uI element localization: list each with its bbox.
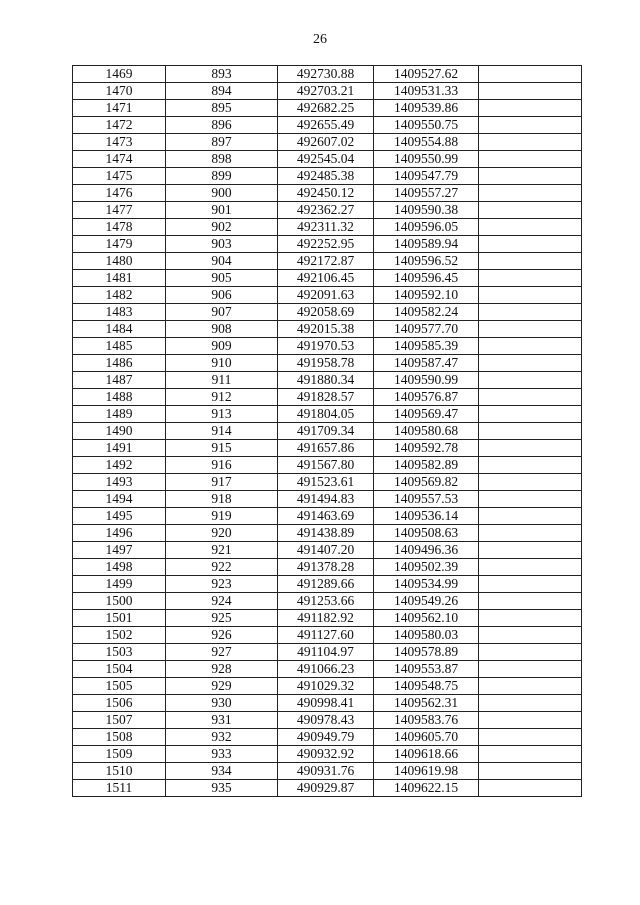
x-coordinate-cell: 492106.45 xyxy=(278,270,374,287)
x-coordinate-cell: 492311.32 xyxy=(278,219,374,236)
point-number-cell: 1497 xyxy=(73,542,166,559)
point-number-cell: 1476 xyxy=(73,185,166,202)
y-coordinate-cell: 1409562.10 xyxy=(374,610,479,627)
vertex-number-cell: 925 xyxy=(166,610,278,627)
point-number-cell: 1494 xyxy=(73,491,166,508)
vertex-number-cell: 918 xyxy=(166,491,278,508)
vertex-number-cell: 907 xyxy=(166,304,278,321)
x-coordinate-cell: 492607.02 xyxy=(278,134,374,151)
table-row xyxy=(73,627,582,644)
y-coordinate-cell: 1409536.14 xyxy=(374,508,479,525)
x-coordinate-cell: 492252.95 xyxy=(278,236,374,253)
point-number-cell: 1511 xyxy=(73,780,166,797)
x-coordinate-cell: 491253.66 xyxy=(278,593,374,610)
x-coordinate-cell: 492172.87 xyxy=(278,253,374,270)
note-cell xyxy=(479,661,582,678)
point-number-cell: 1510 xyxy=(73,763,166,780)
point-number-cell: 1498 xyxy=(73,559,166,576)
y-coordinate-cell: 1409585.39 xyxy=(374,338,479,355)
y-coordinate-cell: 1409502.39 xyxy=(374,559,479,576)
note-cell xyxy=(479,151,582,168)
point-number-cell: 1488 xyxy=(73,389,166,406)
x-coordinate-cell: 491182.92 xyxy=(278,610,374,627)
y-coordinate-cell: 1409596.45 xyxy=(374,270,479,287)
table-row xyxy=(73,780,582,797)
vertex-number-cell: 932 xyxy=(166,729,278,746)
note-cell xyxy=(479,457,582,474)
coordinates-table-body xyxy=(73,66,582,797)
table-row xyxy=(73,304,582,321)
point-number-cell: 1507 xyxy=(73,712,166,729)
vertex-number-cell: 916 xyxy=(166,457,278,474)
y-coordinate-cell: 1409596.52 xyxy=(374,253,479,270)
note-cell xyxy=(479,508,582,525)
vertex-number-cell: 915 xyxy=(166,440,278,457)
vertex-number-cell: 924 xyxy=(166,593,278,610)
y-coordinate-cell: 1409557.27 xyxy=(374,185,479,202)
x-coordinate-cell: 491804.05 xyxy=(278,406,374,423)
table-row xyxy=(73,593,582,610)
vertex-number-cell: 894 xyxy=(166,83,278,100)
table-row xyxy=(73,661,582,678)
note-cell xyxy=(479,627,582,644)
note-cell xyxy=(479,321,582,338)
note-cell xyxy=(479,440,582,457)
table-row xyxy=(73,763,582,780)
table-row xyxy=(73,236,582,253)
x-coordinate-cell: 491127.60 xyxy=(278,627,374,644)
note-cell xyxy=(479,287,582,304)
vertex-number-cell: 893 xyxy=(166,66,278,83)
table-row xyxy=(73,202,582,219)
note-cell xyxy=(479,168,582,185)
y-coordinate-cell: 1409605.70 xyxy=(374,729,479,746)
y-coordinate-cell: 1409596.05 xyxy=(374,219,479,236)
point-number-cell: 1473 xyxy=(73,134,166,151)
vertex-number-cell: 914 xyxy=(166,423,278,440)
vertex-number-cell: 928 xyxy=(166,661,278,678)
point-number-cell: 1482 xyxy=(73,287,166,304)
vertex-number-cell: 927 xyxy=(166,644,278,661)
x-coordinate-cell: 491104.97 xyxy=(278,644,374,661)
vertex-number-cell: 911 xyxy=(166,372,278,389)
note-cell xyxy=(479,219,582,236)
x-coordinate-cell: 491828.57 xyxy=(278,389,374,406)
note-cell xyxy=(479,253,582,270)
y-coordinate-cell: 1409534.99 xyxy=(374,576,479,593)
vertex-number-cell: 917 xyxy=(166,474,278,491)
x-coordinate-cell: 491523.61 xyxy=(278,474,374,491)
y-coordinate-cell: 1409580.68 xyxy=(374,423,479,440)
note-cell xyxy=(479,66,582,83)
y-coordinate-cell: 1409569.47 xyxy=(374,406,479,423)
note-cell xyxy=(479,389,582,406)
note-cell xyxy=(479,355,582,372)
vertex-number-cell: 921 xyxy=(166,542,278,559)
point-number-cell: 1491 xyxy=(73,440,166,457)
y-coordinate-cell: 1409547.79 xyxy=(374,168,479,185)
point-number-cell: 1475 xyxy=(73,168,166,185)
x-coordinate-cell: 490998.41 xyxy=(278,695,374,712)
point-number-cell: 1508 xyxy=(73,729,166,746)
y-coordinate-cell: 1409553.87 xyxy=(374,661,479,678)
point-number-cell: 1484 xyxy=(73,321,166,338)
table-row xyxy=(73,406,582,423)
vertex-number-cell: 934 xyxy=(166,763,278,780)
table-row xyxy=(73,474,582,491)
point-number-cell: 1472 xyxy=(73,117,166,134)
vertex-number-cell: 909 xyxy=(166,338,278,355)
y-coordinate-cell: 1409569.82 xyxy=(374,474,479,491)
x-coordinate-cell: 491494.83 xyxy=(278,491,374,508)
vertex-number-cell: 901 xyxy=(166,202,278,219)
x-coordinate-cell: 492703.21 xyxy=(278,83,374,100)
note-cell xyxy=(479,678,582,695)
vertex-number-cell: 899 xyxy=(166,168,278,185)
x-coordinate-cell: 491289.66 xyxy=(278,576,374,593)
table-row xyxy=(73,729,582,746)
x-coordinate-cell: 492091.63 xyxy=(278,287,374,304)
point-number-cell: 1470 xyxy=(73,83,166,100)
y-coordinate-cell: 1409590.99 xyxy=(374,372,479,389)
y-coordinate-cell: 1409622.15 xyxy=(374,780,479,797)
note-cell xyxy=(479,202,582,219)
vertex-number-cell: 935 xyxy=(166,780,278,797)
table-row xyxy=(73,610,582,627)
table-row xyxy=(73,185,582,202)
x-coordinate-cell: 491407.20 xyxy=(278,542,374,559)
y-coordinate-cell: 1409587.47 xyxy=(374,355,479,372)
vertex-number-cell: 903 xyxy=(166,236,278,253)
table-row xyxy=(73,355,582,372)
y-coordinate-cell: 1409580.03 xyxy=(374,627,479,644)
note-cell xyxy=(479,729,582,746)
vertex-number-cell: 898 xyxy=(166,151,278,168)
x-coordinate-cell: 491378.28 xyxy=(278,559,374,576)
point-number-cell: 1469 xyxy=(73,66,166,83)
point-number-cell: 1493 xyxy=(73,474,166,491)
note-cell xyxy=(479,491,582,508)
point-number-cell: 1487 xyxy=(73,372,166,389)
x-coordinate-cell: 492682.25 xyxy=(278,100,374,117)
y-coordinate-cell: 1409577.70 xyxy=(374,321,479,338)
note-cell xyxy=(479,100,582,117)
note-cell xyxy=(479,746,582,763)
table-row xyxy=(73,83,582,100)
x-coordinate-cell: 491463.69 xyxy=(278,508,374,525)
y-coordinate-cell: 1409549.26 xyxy=(374,593,479,610)
table-row xyxy=(73,134,582,151)
x-coordinate-cell: 491066.23 xyxy=(278,661,374,678)
vertex-number-cell: 896 xyxy=(166,117,278,134)
note-cell xyxy=(479,593,582,610)
x-coordinate-cell: 491567.80 xyxy=(278,457,374,474)
point-number-cell: 1503 xyxy=(73,644,166,661)
vertex-number-cell: 900 xyxy=(166,185,278,202)
x-coordinate-cell: 492730.88 xyxy=(278,66,374,83)
table-row xyxy=(73,491,582,508)
table-row xyxy=(73,389,582,406)
point-number-cell: 1486 xyxy=(73,355,166,372)
x-coordinate-cell: 491970.53 xyxy=(278,338,374,355)
vertex-number-cell: 926 xyxy=(166,627,278,644)
table-row xyxy=(73,457,582,474)
y-coordinate-cell: 1409539.86 xyxy=(374,100,479,117)
x-coordinate-cell: 490932.92 xyxy=(278,746,374,763)
vertex-number-cell: 897 xyxy=(166,134,278,151)
table-row xyxy=(73,508,582,525)
point-number-cell: 1496 xyxy=(73,525,166,542)
point-number-cell: 1492 xyxy=(73,457,166,474)
x-coordinate-cell: 492655.49 xyxy=(278,117,374,134)
y-coordinate-cell: 1409562.31 xyxy=(374,695,479,712)
vertex-number-cell: 905 xyxy=(166,270,278,287)
y-coordinate-cell: 1409619.98 xyxy=(374,763,479,780)
x-coordinate-cell: 492362.27 xyxy=(278,202,374,219)
page-number: 26 xyxy=(313,32,327,47)
note-cell xyxy=(479,525,582,542)
table-row xyxy=(73,219,582,236)
x-coordinate-cell: 491438.89 xyxy=(278,525,374,542)
table-row xyxy=(73,440,582,457)
y-coordinate-cell: 1409582.24 xyxy=(374,304,479,321)
coordinates-table xyxy=(72,65,582,797)
vertex-number-cell: 922 xyxy=(166,559,278,576)
table-row xyxy=(73,712,582,729)
y-coordinate-cell: 1409582.89 xyxy=(374,457,479,474)
point-number-cell: 1505 xyxy=(73,678,166,695)
vertex-number-cell: 920 xyxy=(166,525,278,542)
y-coordinate-cell: 1409590.38 xyxy=(374,202,479,219)
note-cell xyxy=(479,372,582,389)
point-number-cell: 1489 xyxy=(73,406,166,423)
point-number-cell: 1478 xyxy=(73,219,166,236)
note-cell xyxy=(479,304,582,321)
x-coordinate-cell: 491958.78 xyxy=(278,355,374,372)
table-row xyxy=(73,678,582,695)
table-row xyxy=(73,287,582,304)
y-coordinate-cell: 1409550.75 xyxy=(374,117,479,134)
table-row xyxy=(73,525,582,542)
note-cell xyxy=(479,474,582,491)
table-row xyxy=(73,423,582,440)
point-number-cell: 1500 xyxy=(73,593,166,610)
table-row xyxy=(73,746,582,763)
table-row xyxy=(73,66,582,83)
note-cell xyxy=(479,712,582,729)
x-coordinate-cell: 491880.34 xyxy=(278,372,374,389)
point-number-cell: 1479 xyxy=(73,236,166,253)
note-cell xyxy=(479,117,582,134)
vertex-number-cell: 923 xyxy=(166,576,278,593)
note-cell xyxy=(479,559,582,576)
x-coordinate-cell: 492015.38 xyxy=(278,321,374,338)
point-number-cell: 1480 xyxy=(73,253,166,270)
point-number-cell: 1474 xyxy=(73,151,166,168)
note-cell xyxy=(479,134,582,151)
vertex-number-cell: 904 xyxy=(166,253,278,270)
x-coordinate-cell: 492545.04 xyxy=(278,151,374,168)
y-coordinate-cell: 1409583.76 xyxy=(374,712,479,729)
y-coordinate-cell: 1409554.88 xyxy=(374,134,479,151)
note-cell xyxy=(479,423,582,440)
point-number-cell: 1506 xyxy=(73,695,166,712)
vertex-number-cell: 913 xyxy=(166,406,278,423)
vertex-number-cell: 929 xyxy=(166,678,278,695)
point-number-cell: 1477 xyxy=(73,202,166,219)
note-cell xyxy=(479,542,582,559)
vertex-number-cell: 908 xyxy=(166,321,278,338)
vertex-number-cell: 930 xyxy=(166,695,278,712)
vertex-number-cell: 912 xyxy=(166,389,278,406)
note-cell xyxy=(479,644,582,661)
x-coordinate-cell: 490978.43 xyxy=(278,712,374,729)
table-row xyxy=(73,253,582,270)
table-row xyxy=(73,151,582,168)
point-number-cell: 1504 xyxy=(73,661,166,678)
table-row xyxy=(73,100,582,117)
vertex-number-cell: 906 xyxy=(166,287,278,304)
vertex-number-cell: 895 xyxy=(166,100,278,117)
x-coordinate-cell: 492485.38 xyxy=(278,168,374,185)
note-cell xyxy=(479,695,582,712)
y-coordinate-cell: 1409557.53 xyxy=(374,491,479,508)
x-coordinate-cell: 490929.87 xyxy=(278,780,374,797)
note-cell xyxy=(479,185,582,202)
vertex-number-cell: 910 xyxy=(166,355,278,372)
vertex-number-cell: 902 xyxy=(166,219,278,236)
y-coordinate-cell: 1409550.99 xyxy=(374,151,479,168)
vertex-number-cell: 919 xyxy=(166,508,278,525)
table-row xyxy=(73,117,582,134)
y-coordinate-cell: 1409578.89 xyxy=(374,644,479,661)
y-coordinate-cell: 1409548.75 xyxy=(374,678,479,695)
y-coordinate-cell: 1409592.78 xyxy=(374,440,479,457)
point-number-cell: 1483 xyxy=(73,304,166,321)
y-coordinate-cell: 1409576.87 xyxy=(374,389,479,406)
note-cell xyxy=(479,780,582,797)
point-number-cell: 1501 xyxy=(73,610,166,627)
y-coordinate-cell: 1409531.33 xyxy=(374,83,479,100)
point-number-cell: 1481 xyxy=(73,270,166,287)
y-coordinate-cell: 1409589.94 xyxy=(374,236,479,253)
table-row xyxy=(73,321,582,338)
note-cell xyxy=(479,763,582,780)
x-coordinate-cell: 492450.12 xyxy=(278,185,374,202)
point-number-cell: 1471 xyxy=(73,100,166,117)
table-row xyxy=(73,542,582,559)
y-coordinate-cell: 1409527.62 xyxy=(374,66,479,83)
x-coordinate-cell: 490949.79 xyxy=(278,729,374,746)
x-coordinate-cell: 492058.69 xyxy=(278,304,374,321)
note-cell xyxy=(479,406,582,423)
note-cell xyxy=(479,236,582,253)
vertex-number-cell: 931 xyxy=(166,712,278,729)
table-row xyxy=(73,270,582,287)
vertex-number-cell: 933 xyxy=(166,746,278,763)
table-row xyxy=(73,168,582,185)
point-number-cell: 1495 xyxy=(73,508,166,525)
point-number-cell: 1490 xyxy=(73,423,166,440)
table-row xyxy=(73,559,582,576)
table-row xyxy=(73,338,582,355)
y-coordinate-cell: 1409618.66 xyxy=(374,746,479,763)
point-number-cell: 1499 xyxy=(73,576,166,593)
note-cell xyxy=(479,610,582,627)
point-number-cell: 1509 xyxy=(73,746,166,763)
x-coordinate-cell: 491657.86 xyxy=(278,440,374,457)
point-number-cell: 1485 xyxy=(73,338,166,355)
table-row xyxy=(73,372,582,389)
x-coordinate-cell: 491709.34 xyxy=(278,423,374,440)
x-coordinate-cell: 491029.32 xyxy=(278,678,374,695)
table-row xyxy=(73,695,582,712)
y-coordinate-cell: 1409496.36 xyxy=(374,542,479,559)
note-cell xyxy=(479,270,582,287)
point-number-cell: 1502 xyxy=(73,627,166,644)
y-coordinate-cell: 1409508.63 xyxy=(374,525,479,542)
x-coordinate-cell: 490931.76 xyxy=(278,763,374,780)
note-cell xyxy=(479,576,582,593)
note-cell xyxy=(479,83,582,100)
note-cell xyxy=(479,338,582,355)
y-coordinate-cell: 1409592.10 xyxy=(374,287,479,304)
table-row xyxy=(73,576,582,593)
table-row xyxy=(73,644,582,661)
